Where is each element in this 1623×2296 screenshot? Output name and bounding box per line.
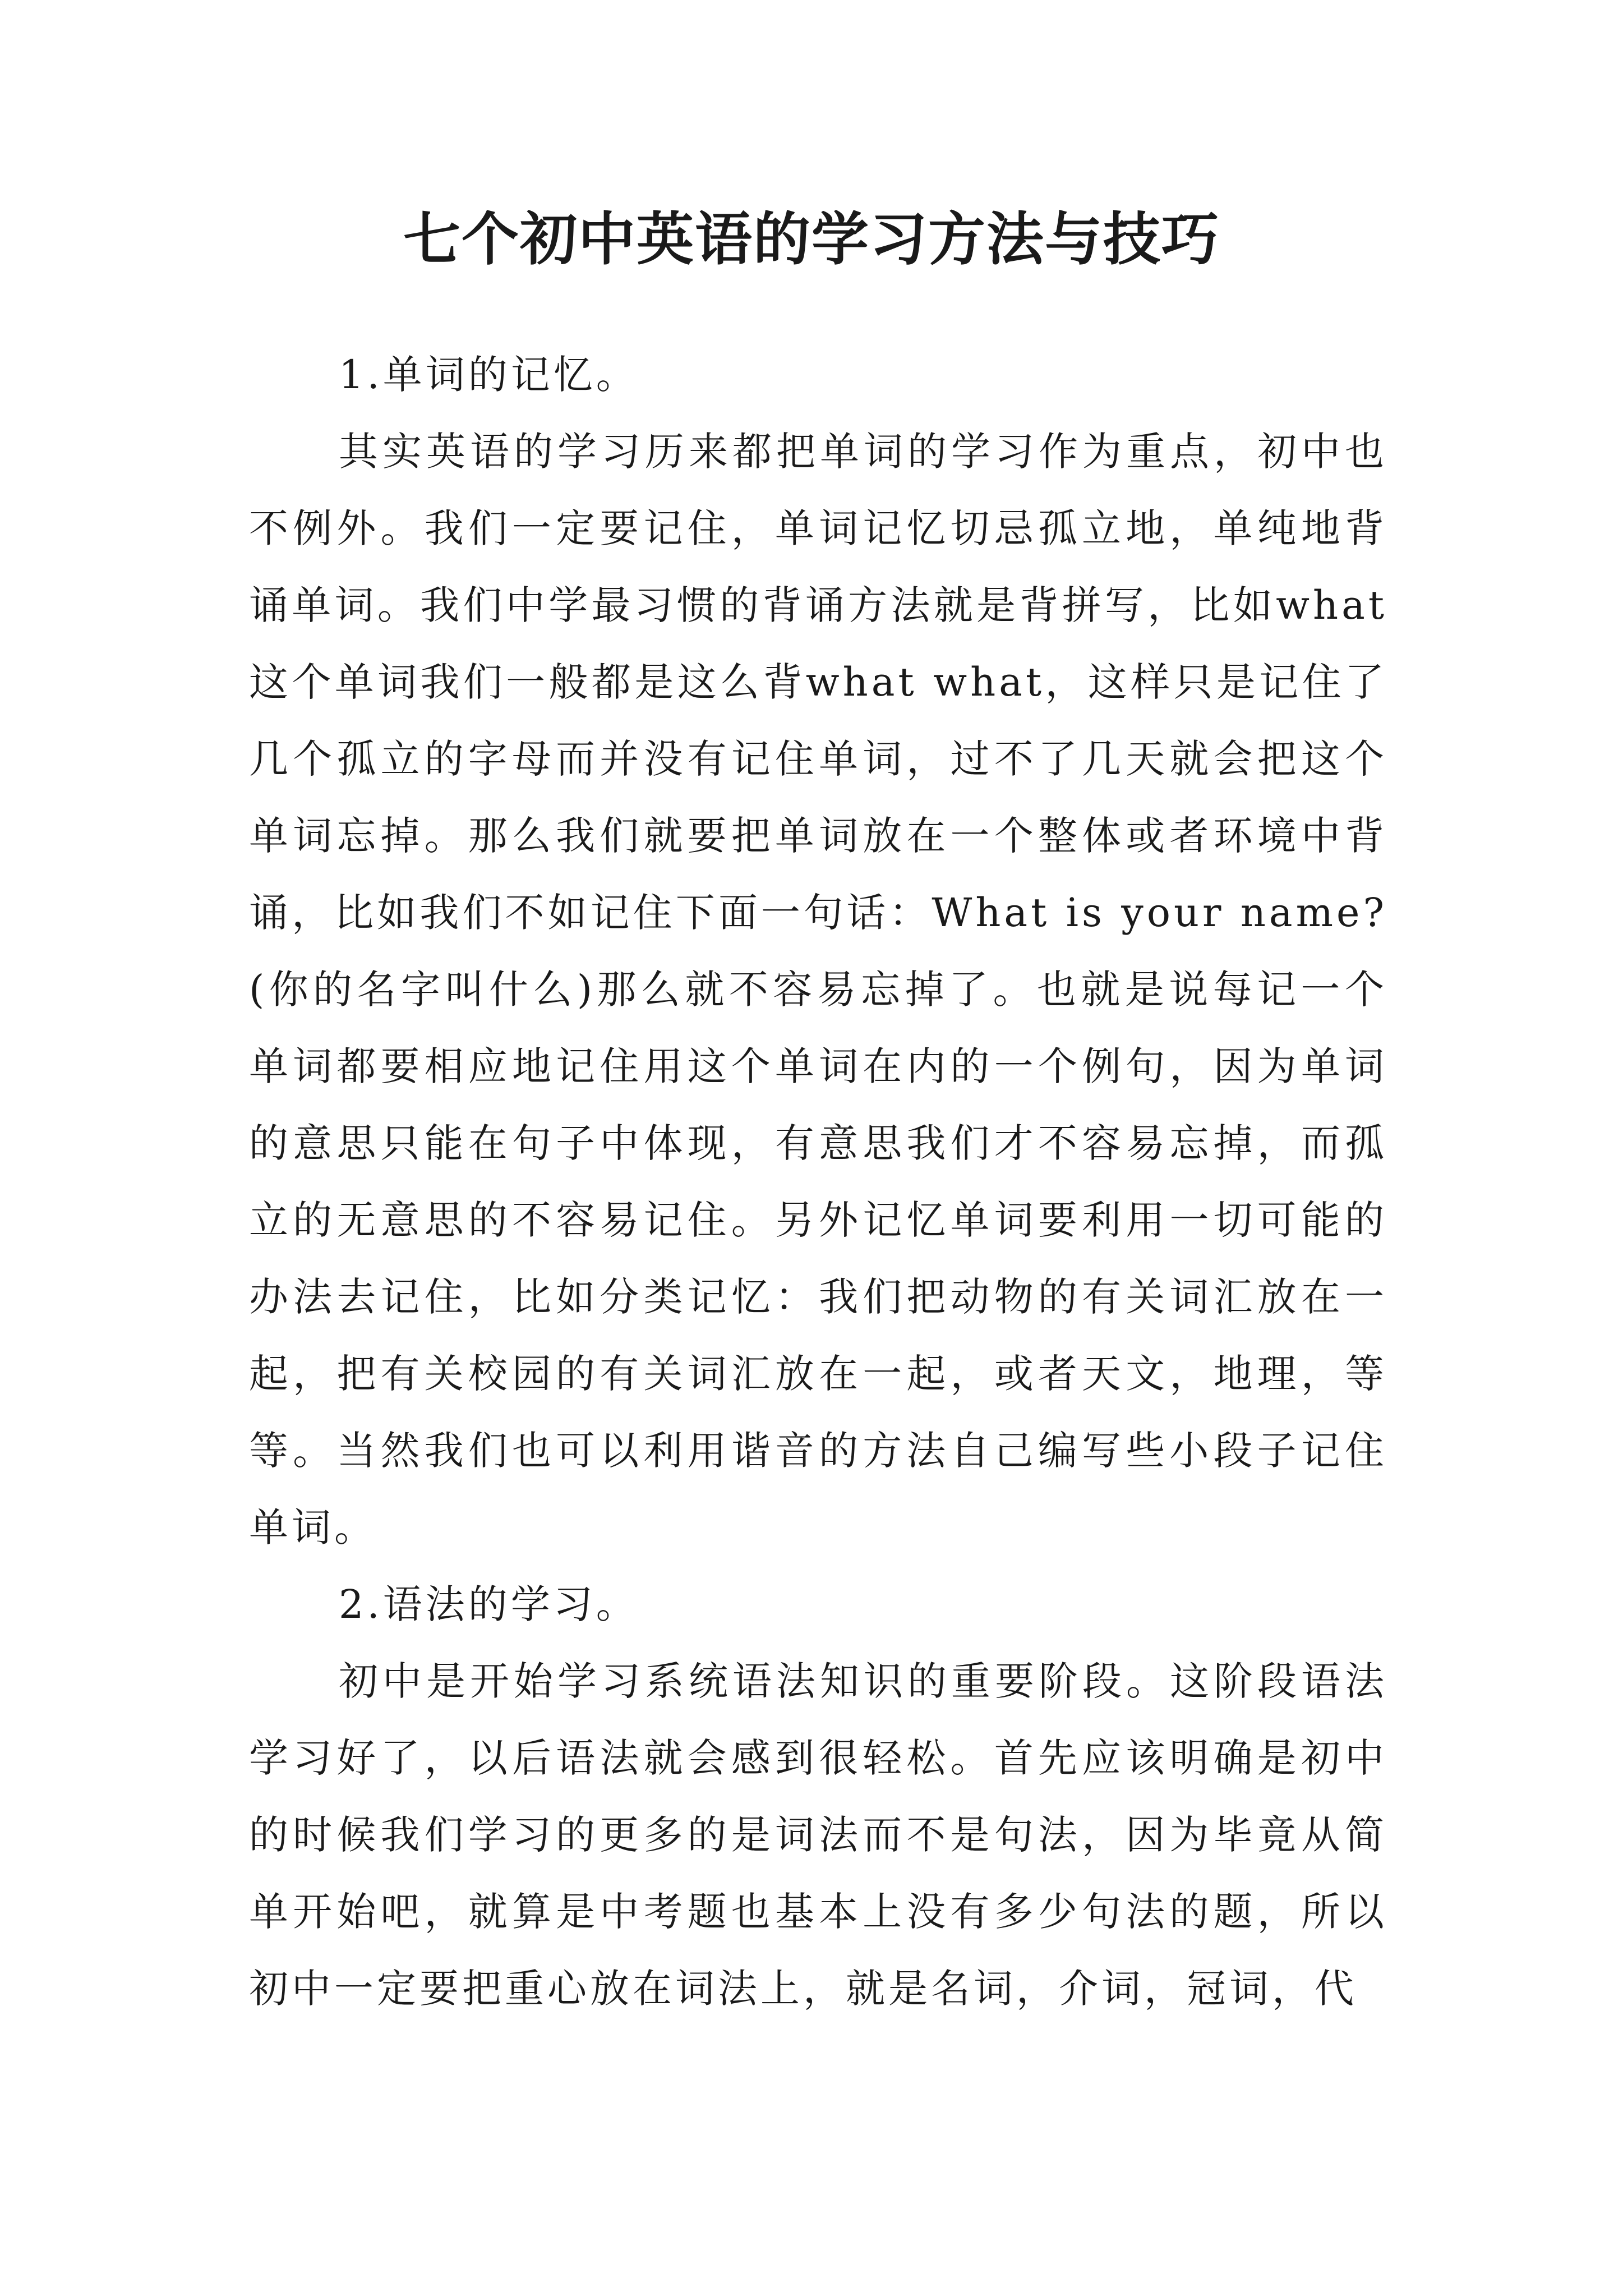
section-heading-grammar: 2.语法的学习。: [339, 1581, 639, 1627]
document-title: 七个初中英语的学习方法与技巧: [403, 206, 1220, 273]
document-body: [249, 337, 1387, 2027]
paragraph-word-memory: 其实英语的学习历来都把单词的学习作为重点，初中也不例外。我们一定要记住，单词记忆切忌孤立地，单纯地背诵单词。我们中学最习惯的背诵方法就是背拼写，比如what这个单词我们一般都是这么背what what，这样只是记住了几个孤立的字母而并没有记住单词，过不了几天就会把这个单词忘掉。那么我们就要把单词放在一个整体或者环境中背诵，比如我们不如记住下面一句话：What is your name?(你的名字叫什么)那么就不容易忘掉了。也就是说每记一个单词都要相应地记住用这个单词在内的一个例句，因为单词的意思只能在句子中体现，有意思我们才不容易忘掉，而孤立的无意思的不容易记住。另外记忆单词要利用一切可能的办法去记住，比如分类记忆：我们把动物的有关词汇放在一起，把有关校园的有关词汇放在一起，或者天文，地理，等等。当然我们也可以利用谐音的方法自己编写些小段子记住单词。: [249, 429, 1387, 1550]
paragraph-grammar: 初中是开始学习系统语法知识的重要阶段。这阶段语法学习好了，以后语法就会感到很轻松。首先应该明确是初中的时候我们学习的更多的是词法而不是句法，因为毕竟从简单开始吧，就算是中考题也基本上没有多少句法的题，所以初中一定要把重心放在词法上，就是名词，介词，冠词，代: [249, 1658, 1387, 2012]
section-heading-word-memory: 1.单词的记忆。: [339, 352, 639, 398]
